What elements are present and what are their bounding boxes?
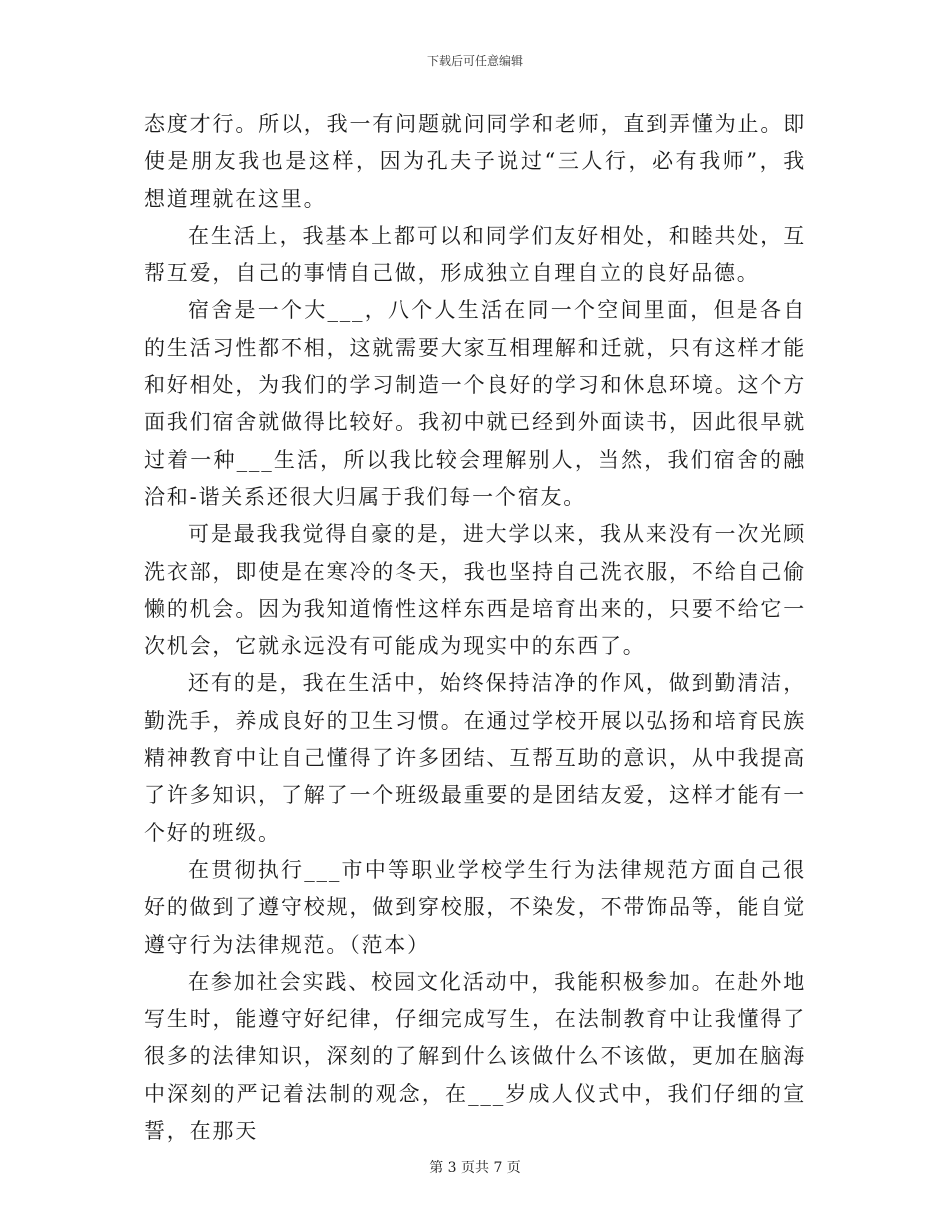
paragraph-6: 在贯彻执行___市中等职业学校学生行为法律规范方面自己很好的做到了遵守校规，做到穿校服，不染发，不带饰品等，能自觉遵守行为法律规范。（范本）: [144, 857, 806, 957]
paragraph-4: 可是最我我觉得自豪的是，进大学以来，我从来没有一次光顾洗衣部，即使是在寒冷的冬天，我也坚持自己洗衣服，不给自己偷懒的机会。因为我知道惰性这样东西是培育出来的，只要不给它一次机会，它就永远没有可能成为现实中的东西了。: [144, 522, 806, 659]
page-number: 第 3 页共 7 页: [429, 1160, 521, 1176]
document-body: [144, 106, 806, 1150]
paragraph-2: 在生活上，我基本上都可以和同学们友好相处，和睦共处，互帮互爱，自己的事情自己做，形成独立自理自立的良好品德。: [144, 223, 806, 286]
paragraph-1: 态度才行。所以，我一有问题就问同学和老师，直到弄懂为止。即使是朋友我也是这样，因为孔夫子说过“三人行，必有我师”，我想道理就在这里。: [144, 112, 806, 211]
paragraph-7: 在参加社会实践、校园文化活动中，我能积极参加。在赴外地写生时，能遵守好纪律，仔细完成写生，在法制教育中让我懂得了很多的法律知识，深刻的了解到什么该做什么不该做，更加在脑海中深刻的严记着法制的观念，在___岁成人仪式中，我们仔细的宣誓，在那天: [144, 969, 806, 1144]
paragraph-3: 宿舍是一个大___，八个人生活在同一个空间里面，但是各自的生活习性都不相，这就需要大家互相理解和迁就，只有这样才能和好相处，为我们的学习制造一个良好的学习和休息环境。这个方面我们宿舍就做得比较好。我初中就已经到外面读书，因此很早就过着一种___生活，所以我比较会理解别人，当然，我们宿舍的融洽和-谐关系还很大归属于我们每一个宿友。: [144, 298, 806, 509]
paragraph-5: 还有的是，我在生活中，始终保持洁净的作风，做到勤清洁，勤洗手，养成良好的卫生习惯。在通过学校开展以弘扬和培育民族精神教育中让自己懂得了许多团结、互帮互助的意识，从中我提高了许多知识，了解了一个班级最重要的是团结友爱，这样才能有一个好的班级。: [144, 671, 806, 845]
page-header-note: 下载后可任意编辑: [426, 54, 523, 68]
